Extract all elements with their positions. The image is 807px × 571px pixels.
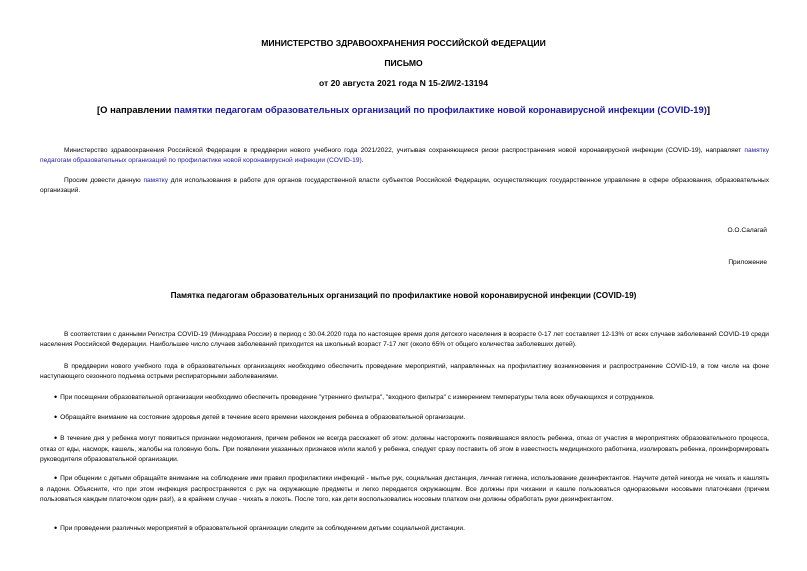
memo-bullet-1 [40, 393, 769, 404]
bullet-text: Обращайте внимание на состояние здоровья детей в течение всего времени нахождения ребенка в образовательной организации. [60, 414, 466, 421]
subject-suffix: ] [706, 104, 710, 115]
signature: О.О.Салагай [727, 227, 767, 234]
memo-link[interactable]: памятку педагогам образовательных организаций по профилактике новой коронавирусной инфекции (COVID-19) [40, 147, 769, 164]
letter-p1-end: . [361, 157, 364, 164]
letter-paragraph-2 [40, 176, 769, 196]
document-subject [0, 104, 807, 115]
memo-bullet-2 [40, 413, 769, 424]
bullet-text: При проведении различных мероприятий в образовательной организации следите за соблюдением детьми социальной дистанции. [60, 525, 465, 532]
memo-bullet-4 [40, 474, 769, 506]
ministry-heading: МИНИСТЕРСТВО ЗДРАВООХРАНЕНИЯ РОССИЙСКОЙ ФЕДЕРАЦИИ [261, 38, 546, 48]
bullet-icon: • [54, 523, 58, 533]
appendix-label: Приложение [728, 259, 767, 266]
bullet-text: При общении с детьми обращайте внимание на соблюдение ими правил профилактики инфекций - мытье рук, социальная дистанция, личная гигиена, использование дезинфектантов. Научите детей никогда не чихать и кашлять в ладони. Объясните, что при этом инфекция распространяется с рук на окружающие предметы и легко передается окружающим. Все должны при чихании и кашле пользоваться одноразовыми носовыми платочками (причем пользоваться каждым платочком один раз!), а в крайнем случае - чихать в локоть. После того, как дети воспользовались носовым платком они должны обработать руки дезинфектантом. [40, 475, 769, 503]
letter-paragraph-1 [40, 146, 769, 166]
letter-p2-end: для использования в работе для органов государственной власти субъектов Российской Федерации, осуществляющих государственное управление в сфере образования, образовательных организаций. [40, 177, 769, 194]
memo-bullet-5 [40, 524, 769, 535]
bullet-icon: • [54, 412, 58, 422]
memo-bullet-3 [40, 434, 769, 466]
bullet-text: В течение дня у ребенка могут появиться признаки недомогания, причем ребенок не всегда расскажет об этом: должны насторожить появившаяся вялость ребенка, отказ от участия в мероприятиях образовательного процесса, отказ от еды, насморк, кашель, жалобы на головную боль. При появлении указанных признаков и/или жалоб у ребенка, следует сразу поставить об этом в известность медицинского работника, изолировать ребенка, проинформировать руководителя образовательной организации. [40, 435, 769, 463]
document-date-number: от 20 августа 2021 года N 15-2/И/2-13194 [319, 78, 488, 88]
bullet-icon: • [54, 392, 58, 402]
bullet-text: При посещении образовательной организации необходимо обеспечить проведение "утреннего фильтра", "входного фильтра" с измерением температуры тела всех обучающихся и сотрудников. [60, 394, 655, 401]
bullet-icon: • [54, 473, 58, 483]
memo-paragraph-1: В соответствии с данными Регистра COVID-19 (Минздрава России) в период с 30.04.2020 года по настоящее время доля детского населения в возрасте 0-17 лет составляет 12-13% от всех случаев заболеваний COVID-19 среди населения Российской Федерации. Наибольшее число случаев заболеваний приходится на школьный возраст 7-17 лет (около 65% от общего количества заболевших детей). [40, 331, 769, 348]
bullet-icon: • [54, 433, 58, 443]
document-type: ПИСЬМО [384, 58, 423, 68]
memo-short-link[interactable]: памятку [143, 177, 169, 184]
subject-link[interactable]: памятки педагогам образовательных организаций по профилактике новой коронавирусной инфекции (COVID-19) [174, 104, 707, 115]
subject-prefix: [О направлении [97, 104, 175, 115]
memo-title: Памятка педагогам образовательных организаций по профилактике новой коронавирусной инфекции (COVID-19) [170, 291, 637, 300]
letter-p1-text: Министерство здравоохранения Российской Федерации в преддверии нового учебного года 2021/2022, учитывая сохраняющиеся риски распространения новой коронавирусной инфекции (COVID-19), направляет [64, 147, 745, 154]
letter-p2-start: Просим довести данную [64, 177, 144, 184]
memo-paragraph-2: В преддверии нового учебного года в образовательных организациях необходимо обеспечить проведение мероприятий, направленных на профилактику возникновения и распространение COVID-19, в том числе на фоне наступающего сезонного подъема острыми респираторными заболеваниями. [40, 363, 769, 380]
